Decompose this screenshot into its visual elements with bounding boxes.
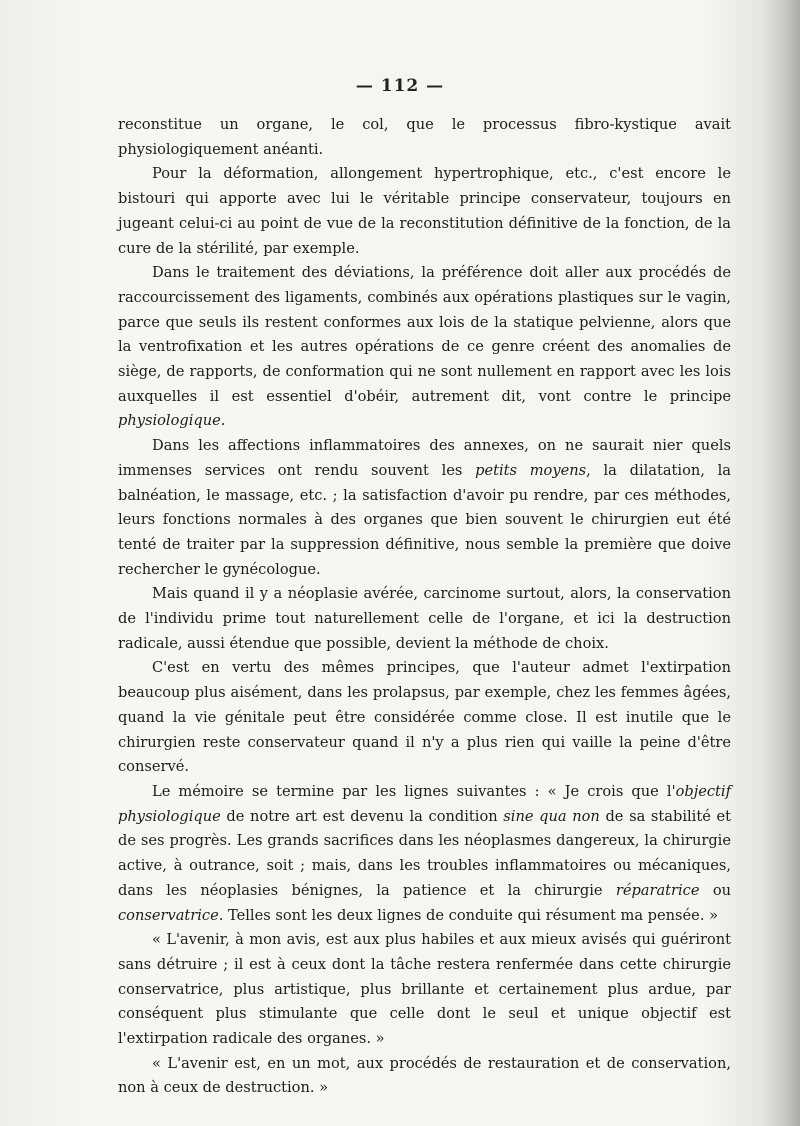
- paragraph: [118, 582, 731, 656]
- italic-phrase: objectif physiologique: [118, 782, 731, 825]
- text-run: reconstitue un organe, le col, que le processus fibro-kystique avait physiologiquement anéanti.: [118, 116, 731, 158]
- italic-phrase: petits moyens: [475, 461, 587, 479]
- text-run: Mais quand il y a néoplasie avérée, carcinome surtout, alors, la conservation de l'individu prime tout naturellement celle de l'organe, et ici la destruction radicale, aussi étendue que possible, devient la méthode de choix.: [118, 585, 731, 652]
- paragraph: [118, 261, 731, 434]
- text-run: C'est en vertu des mêmes principes, que l'auteur admet l'extirpation beaucoup plus aisément, dans les prolapsus, par exemple, chez les femmes âgées, quand la vie génitale peut être considérée comme close. Il est inutile que le chirurgien reste conservateur quand il n'y a plus rien qui vaille la peine d'être conservé.: [118, 659, 731, 776]
- paragraph: [118, 1052, 731, 1101]
- page-number: — 112 —: [355, 76, 445, 96]
- text-run: de sa stabilité et de ses progrès. Les grands sacrifices dans les néoplasmes dangereux, la chirurgie active, à outrance, soit ; mais, dans les troubles inflammatoires ou mécaniques, dans les néoplasies bénignes, la patience et la chirurgie: [118, 807, 731, 899]
- text-run: . Telles sont les deux lignes de conduite qui résument ma pensée. »: [218, 906, 719, 924]
- text-run: Dans les affections inflammatoires des annexes, on ne saurait nier quels immenses services ont rendu souvent les: [118, 437, 731, 479]
- paragraph: [118, 928, 731, 1052]
- text-run: « L'avenir, à mon avis, est aux plus habiles et aux mieux avisés qui guériront sans détruire ; il est à ceux dont la tâche restera renfermée dans cette chirurgie conservatrice, plus artistique, plus brillante et certainement plus ardue, par conséquent plus stimulante que celle dont le seul et unique objectif est l'extirpation radicale des organes. »: [118, 931, 731, 1048]
- text-run: Dans le traitement des déviations, la préférence doit aller aux procédés de raccourcissement des ligaments, combinés aux opérations plastiques sur le vagin, parce que seuls ils restent conformes aux lois de la statique pelvienne, alors que la ventrofixation et les autres opérations de ce genre créent des anomalies de siège, de rapports, de conformation qui ne sont nullement en rapport avec les lois auxquelles il est essentiel d'obéir, autrement dit, vont contre le principe: [118, 264, 731, 405]
- paragraph: [118, 162, 731, 261]
- text-run: Pour la déformation, allongement hypertrophique, etc., c'est encore le bistouri qui apporte avec lui le véritable principe conservateur, toujours en jugeant celui-ci au point de vue de la reconstitution définitive de la fonction, de la cure de la stérilité, par exemple.: [118, 165, 731, 257]
- text-run: ou: [699, 881, 732, 899]
- text-run: , la dilatation, la balnéation, le massage, etc. ; la satisfaction d'avoir pu rendre, par ces méthodes, leurs fonctions normales à des organes que bien souvent le chirurgien eut été tenté de traiter par la suppression définitive, nous semble la première que doive rechercher le gynécologue.: [118, 461, 731, 578]
- text-run: « L'avenir est, en un mot, aux procédés de restauration et de conservation, non à ceux de destruction. »: [118, 1054, 731, 1097]
- italic-phrase: conservatrice: [118, 906, 219, 924]
- italic-phrase: réparatrice: [615, 881, 700, 899]
- text-run: Le mémoire se termine par les lignes suivantes : « Je crois que l': [152, 782, 676, 800]
- italic-phrase: physiologique.: [118, 412, 226, 430]
- page-edge-shadow: [762, 0, 800, 1126]
- paragraph: [118, 113, 731, 162]
- paragraph: [118, 434, 731, 582]
- body-text: [118, 113, 731, 1101]
- italic-phrase: sine qua non: [503, 807, 600, 825]
- paragraph: [118, 780, 731, 928]
- text-run: de notre art est devenu la condition: [220, 807, 504, 825]
- paragraph: [118, 656, 731, 780]
